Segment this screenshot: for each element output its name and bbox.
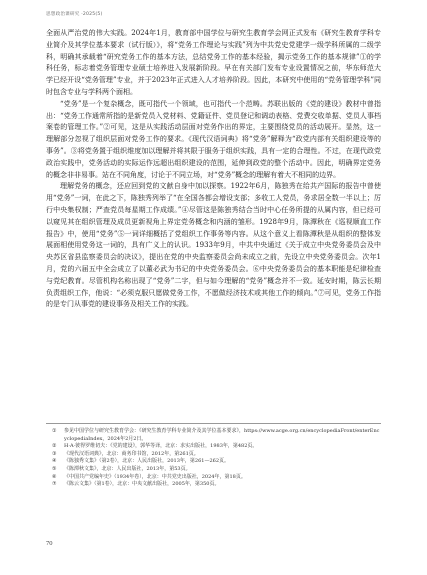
footnote-mark: ⑥ bbox=[52, 473, 57, 480]
running-header: 思想政治课研究 ·2025(5) bbox=[46, 12, 103, 17]
footnote-text: H·A·彼得罗维切夫：《党的建设》，郭华等译，北京：求实出版社，1983年，第482页。 bbox=[64, 443, 258, 450]
footnote bbox=[46, 466, 381, 474]
footnote-text: 参见中国学位与研究生教育学会：《研究生教育学科专业简介及其学位基本要求》，https://www.acge.org.cn/encyclopediaFront/enterEncyclopediaIndex，2024年2月2日。 bbox=[64, 428, 380, 442]
footnotes bbox=[46, 423, 381, 489]
footnote-mark: ① bbox=[52, 428, 57, 434]
footnote-text: 《陈潭秋文集》，北京：人民出版社，2013年，第53页。 bbox=[64, 465, 191, 472]
footnote bbox=[46, 458, 381, 466]
footnote-mark: ③ bbox=[52, 450, 57, 457]
footnote bbox=[46, 443, 381, 451]
footnote-mark: ⑤ bbox=[52, 465, 57, 472]
page-number: 70 bbox=[46, 540, 53, 547]
footnote-mark: ② bbox=[52, 443, 57, 450]
footnote-text: 《陈独秀文集》（第2卷），北京：人民出版社，2013年，第261—262页。 bbox=[64, 458, 229, 465]
footnote-text: 《中国共产党编年史》（1934年卷），北京：中共党史出版社，2024年，第18页。 bbox=[64, 473, 246, 480]
paragraph: 全面从严治党的伟大实践。2024年1月，教育部中国学位与研究生教育学会网正式发布《研究生教育学科专业简介及其学位基本要求（试行版）》，将“党务工作理论与实践”列为中共党史党建学一级学科所属的二级学科，明确其承载着“研究党务工作的基本方法，总结党务工作的基本经验，揭示党务工作的基本规律”①的学科任务，标志着党务管理专业硕士培养进入发展新阶段。早在有关部门发布专业设置情况之前，华东师范大学已经开设“党务管理”专业，并于2023年正式进入人才培养阶段。因此，本研究中使用的“党务管理学科”同时包含专业与学科两个面相。 bbox=[46, 29, 381, 96]
footnote-mark: ⑦ bbox=[52, 481, 57, 488]
main-text bbox=[46, 28, 381, 311]
paragraph: 理解党务的概念，还应回到党的文献自身中加以探察。1922年6月，陈独秀在给共产国际的报告中曾使用“党务”一词，在此之下，陈独秀列举了“在全国各都会增设支部；多收工人党员，务求居全数一半以上；厉行中央集权制；严查党员每星期工作成绩。”④尽管这是陈独秀结合当时中心任务所提的从属内容，但已经可以窥见其在组织管理及成员更新视角上界定党务概念和内涵的雏形。1928年9月，陈潭秋在《巡视顺直工作报告》中，使用“党务”⑤一词详细概括了党组织工作事务等内容。从这个意义上看陈潭秋是从组织的整体发展面相使用党务这一词的，具有广义上的认识。1933年9月，中共中央通过《关于成立中央党务委员会及中央苏区省县监察委员会的决议》，提出在党的中央监察委员会尚未成立之前，先设立中央党务委员会。次年1月，党的六届五中全会成立了以董必武为书记的中央党务委员会。⑥中央党务委员会的基本职能是纪律检查与党纪教育。尽管机构名称出现了“党务”二字，但与如今理解的“党务”概念并不一致。延安时期，陈云长期负责组织工作，他说：“必须克服只愿做党务工作，不愿做经济技术或其他工作的倾向。”⑦可见，党务工作指的是专门从事党的建设事务及相关工作的实践。 bbox=[46, 182, 381, 309]
footnote-mark: ④ bbox=[52, 458, 57, 465]
paragraph: “党务”是一个复杂概念，既可指代一个领域，也可指代一个范畴。苏联出版的《党的建设》教材中曾指出：“党务工作通常所指的是新党员入党材料、党籍证件、党员登记和调动表格、党费交收单据、党员人事档案卷的管理工作。”②可见，这是从实践活动层面对党务作出的界定，主要围绕党员的活动展开。显然，这一理解部分忽视了组织层面对党务工作的要求。《现代汉语词典》将“党务”解释为“政党内部有关组织建设等的事务”。③将党务置于组织维度加以理解并将其限于服务于组织实践，具有一定的合理性。不过，在现代政党政治实践中，党务活动的实际运作远超出组织建设的范围，延伸到政党的整个活动中。因此，明确界定党务的概念非非易事。站在不同角度，讨论于不同立场，对“党务”概念的理解有着大不相同的边界。 bbox=[46, 99, 381, 179]
footnote bbox=[46, 428, 381, 443]
footnote bbox=[46, 481, 381, 489]
footnote-text: 《现代汉语词典》，北京：商务印书馆，2012年，第261页。 bbox=[64, 450, 199, 457]
footnote-text: 《陈云文集》（第1卷），北京：中央文献出版社，2005年，第350页。 bbox=[64, 481, 220, 488]
